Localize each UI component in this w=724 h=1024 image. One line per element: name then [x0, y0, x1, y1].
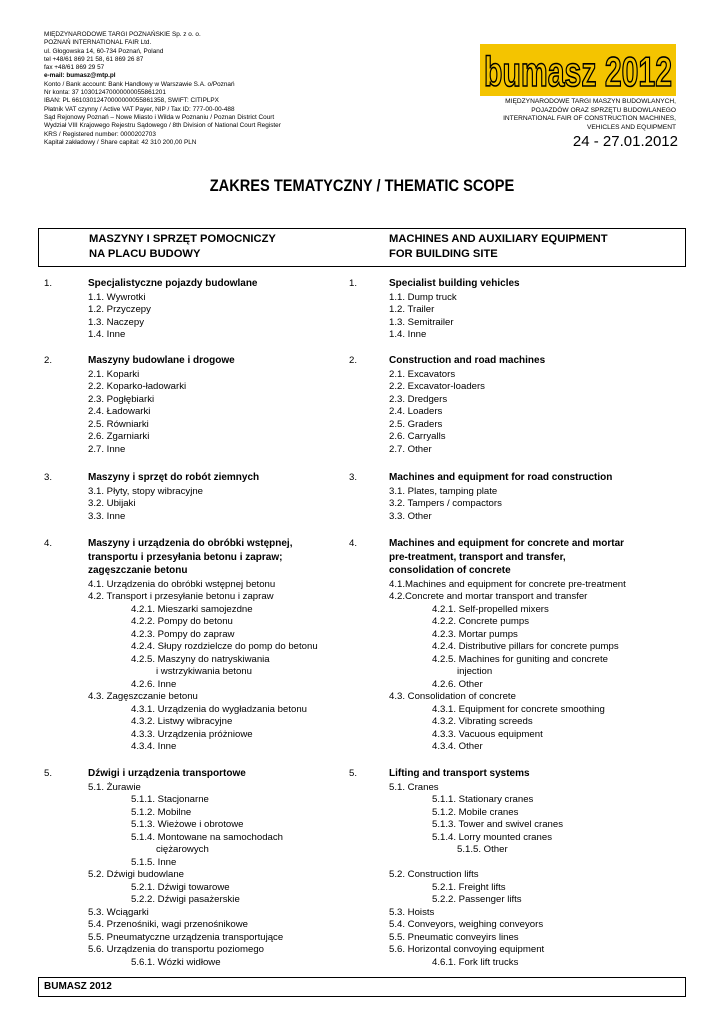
section-title-en: Specialist building vehicles — [389, 278, 520, 289]
item-en: 4.3.1. Equipment for concrete smoothing — [432, 703, 605, 715]
item-pl: 5.4. Przenośniki, wagi przenośnikowe — [88, 919, 248, 930]
section-title-pl: Maszyny i sprzęt do robót ziemnych — [88, 472, 260, 483]
item-en: 4.2.Concrete and mortar transport and transfer — [389, 591, 588, 602]
header-line: NA PLACU BUDOWY — [89, 247, 201, 260]
section-number-en: 3. — [349, 472, 358, 483]
item-en: 5.5. Pneumatic conveyirs lines — [389, 931, 519, 943]
section-number-pl: 3. — [44, 472, 53, 483]
item-en: 1.1. Dump truck — [389, 291, 457, 303]
item-en: 2.4. Loaders — [389, 406, 443, 417]
section-title-en: consolidation of concrete — [389, 565, 511, 576]
item-en: 5.2.2. Passenger lifts — [432, 894, 522, 905]
item-pl: 5.2. Dźwigi budowlane — [88, 869, 184, 880]
item-en: 3.3. Other — [389, 510, 432, 522]
column-header — [38, 228, 686, 267]
fair-line: VEHICLES AND EQUIPMENT — [586, 123, 676, 131]
item-en: 2.7. Other — [389, 443, 432, 455]
item-pl: 2.4. Ładowarki — [88, 406, 151, 417]
section-title-pl: transportu i przesyłania betonu i zapraw; — [88, 551, 283, 563]
section-number-pl: 5. — [44, 768, 53, 779]
item-pl: 4.2.3. Pompy do zapraw — [131, 628, 235, 640]
item-en: 4.2.5. Machines for guniting and concrete — [432, 653, 608, 665]
item-pl: 1.4. Inne — [88, 329, 126, 340]
item-pl: ciężarowych — [156, 844, 209, 855]
item-pl: 2.2. Koparko-ładowarki — [88, 381, 187, 392]
item-en: 4.2.1. Self-propelled mixers — [432, 603, 549, 615]
section-number-en: 1. — [349, 278, 358, 289]
item-en: 4.3.3. Vacuous equipment — [432, 728, 543, 740]
item-pl: 5.1.2. Mobilne — [131, 806, 192, 818]
item-en: 5.6. Horizontal convoying equipment — [389, 944, 545, 955]
header-line: MACHINES AND AUXILIARY EQUIPMENT — [389, 233, 608, 245]
item-en: 5.3. Hoists — [389, 906, 435, 918]
item-pl: 5.6. Urządzenia do transportu poziomego — [88, 944, 264, 955]
section-title-pl: Maszyny i urządzenia do obróbki wstępnej, — [88, 538, 293, 549]
item-pl: 4.2.2. Pompy do betonu — [131, 616, 233, 627]
item-pl: 2.1. Koparki — [88, 368, 140, 380]
item-pl: 4.2. Transport i przesyłanie betonu i zapraw — [88, 591, 274, 602]
item-pl: 5.1.5. Inne — [131, 856, 177, 868]
section-title-pl: Dźwigi i urządzenia transportowe — [88, 768, 246, 779]
section-number-pl: 2. — [44, 355, 53, 366]
item-en: 4.3.2. Vibrating screeds — [432, 716, 533, 727]
company-line: Konto / Bank account: Bank Handlowy w Warszawie S.A. o/Poznań — [44, 80, 235, 88]
section-number-en: 5. — [349, 768, 358, 779]
section-title-en: Machines and equipment for concrete and mortar — [389, 538, 625, 549]
item-pl: 4.2.5. Maszyny do natryskiwania — [131, 653, 270, 665]
item-en: 1.4. Inne — [389, 329, 427, 340]
item-en: 5.4. Conveyors, weighing conveyors — [389, 919, 544, 930]
item-pl: 3.3. Inne — [88, 510, 126, 522]
item-pl: 4.2.1. Mieszarki samojezdne — [131, 603, 253, 615]
item-en: 1.2. Trailer — [389, 304, 435, 315]
section-title-en: Lifting and transport systems — [389, 768, 530, 779]
item-pl: 1.2. Przyczepy — [88, 304, 151, 315]
item-en: 4.2.6. Other — [432, 678, 483, 690]
header-line: MASZYNY I SPRZĘT POMOCNICZY — [89, 233, 276, 245]
section-title-en: Machines and equipment for road construction — [389, 472, 613, 483]
item-pl: 5.5. Pneumatyczne urządzenia transportujące — [88, 931, 284, 943]
item-pl: 4.3.4. Inne — [131, 741, 177, 752]
item-en: 5.1.2. Mobile cranes — [432, 806, 519, 818]
fair-dates: 24 - 27.01.2012 — [572, 133, 678, 150]
item-en: 2.2. Excavator-loaders — [389, 381, 485, 392]
item-pl: 4.2.6. Inne — [131, 678, 177, 690]
item-pl: 5.3. Wciągarki — [88, 906, 149, 918]
company-line: IBAN: PL 66103012470000000055861358, SWIFT: CITIPLPX — [44, 97, 219, 105]
section-title-pl: zagęszczanie betonu — [88, 565, 188, 576]
item-pl: 2.6. Zgarniarki — [88, 431, 150, 442]
item-en: 1.3. Semitrailer — [389, 316, 454, 328]
company-line: Nr konta: 37 103012470000000055861201 — [44, 89, 166, 97]
item-pl: 4.2.4. Słupy rozdzielcze do pomp do betonu — [131, 641, 318, 652]
footer-label: BUMASZ 2012 — [44, 981, 112, 992]
item-en: 4.3.4. Other — [432, 741, 483, 752]
item-pl: 5.1.3. Wieżowe i obrotowe — [131, 819, 244, 830]
fair-line: MIĘDZYNARODOWE TARGI MASZYN BUDOWLANYCH, — [505, 98, 676, 105]
item-pl: 4.3.2. Listwy wibracyjne — [131, 716, 233, 727]
header-polish — [89, 232, 276, 261]
item-en: 2.3. Dredgers — [389, 393, 448, 405]
item-en: 5.1. Cranes — [389, 781, 439, 793]
item-pl: 4.3.1. Urządzenia do wygładzania betonu — [131, 703, 308, 715]
item-pl: 4.3. Zagęszczanie betonu — [88, 691, 198, 702]
item-en: injection — [457, 666, 493, 677]
section-number-pl: 1. — [44, 278, 53, 289]
footer — [38, 977, 686, 997]
item-en: 2.1. Excavators — [389, 368, 456, 380]
item-pl: 3.1. Płyty, stopy wibracyjne — [88, 485, 203, 497]
company-line: Wydział VIII Krajowego Rejestru Sądowego / 8th Division of National Court Register — [44, 122, 281, 130]
section-number-en: 2. — [349, 355, 358, 366]
item-en: 2.5. Graders — [389, 418, 443, 430]
item-en: 4.2.4. Distributive pillars for concrete pumps — [432, 641, 619, 652]
item-pl: 1.1. Wywrotki — [88, 291, 146, 303]
fair-line: POJAZDÓW ORAZ SPRZĘTU BUDOWLANEGO — [531, 106, 676, 114]
company-line: Płatnik VAT czynny / Active VAT Payer, NIP / Tax ID: 777-00-00-488 — [44, 105, 235, 113]
section-title-pl: Specjalistyczne pojazdy budowlane — [88, 278, 258, 289]
item-en: 5.2. Construction lifts — [389, 869, 479, 880]
item-en: 4.1.Machines and equipment for concrete pre-treatment — [389, 578, 626, 590]
item-pl: 5.1.1. Stacjonarne — [131, 794, 209, 805]
section-number-en: 4. — [349, 538, 358, 549]
item-en: 5.1.5. Other — [457, 844, 508, 855]
item-en: 4.2.2. Concrete pumps — [432, 616, 530, 627]
company-line: e-mail: bumasz@mtp.pl — [44, 72, 116, 80]
company-line: ul. Głogowska 14, 60-734 Poznań, Poland — [44, 47, 164, 55]
header-line: FOR BUILDING SITE — [389, 247, 498, 260]
item-en: 4.6.1. Fork lift trucks — [432, 956, 519, 968]
fair-line: INTERNATIONAL FAIR OF CONSTRUCTION MACHINES, — [503, 115, 676, 123]
item-pl: 5.1.4. Montowane na samochodach — [131, 831, 284, 843]
company-line: fax +48/61 869 29 57 — [44, 64, 105, 72]
item-pl: 5.6.1. Wózki widłowe — [131, 956, 221, 968]
item-pl: 2.5. Równiarki — [88, 418, 149, 430]
item-pl: 1.3. Naczepy — [88, 316, 144, 328]
item-en: 5.2.1. Freight lifts — [432, 881, 506, 893]
company-info — [44, 31, 281, 147]
page-title: ZAKRES TEMATYCZNY / THEMATIC SCOPE — [209, 176, 515, 195]
item-pl: 4.1. Urządzenia do obróbki wstępnej betonu — [88, 578, 276, 590]
fair-description — [503, 98, 676, 132]
header-english — [389, 232, 608, 261]
item-en: 5.1.4. Lorry mounted cranes — [432, 831, 552, 843]
company-line: Sąd Rejonowy Poznań – Nowe Miasto i Wilda w Poznaniu / Poznan District Court — [44, 113, 275, 121]
item-en: 5.1.3. Tower and swivel cranes — [432, 819, 564, 830]
item-pl: i wstrzykiwania betonu — [156, 666, 252, 677]
item-pl: 5.1. Żurawie — [88, 781, 141, 793]
item-en: 5.1.1. Stationary cranes — [432, 794, 534, 805]
svg-text:bumasz 2012: bumasz 2012 — [484, 48, 672, 95]
company-line: POZNAŃ INTERNATIONAL FAIR Ltd. — [44, 39, 152, 47]
section-title-en: Construction and road machines — [389, 355, 546, 366]
item-pl: 4.3.3. Urządzenia próżniowe — [131, 728, 253, 740]
company-line: MIĘDZYNARODOWE TARGI POZNAŃSKIE Sp. z o. o. — [44, 31, 201, 38]
section-title-pl: Maszyny budowlane i drogowe — [88, 355, 235, 366]
item-en: 4.3. Consolidation of concrete — [389, 691, 516, 702]
bumasz-logo — [480, 44, 676, 96]
item-en: 3.2. Tampers / compactors — [389, 498, 502, 509]
section-title-en: pre-treatment, transport and transfer, — [389, 551, 566, 563]
company-line: tel +48/61 869 21 58, 61 869 26 87 — [44, 55, 144, 63]
item-pl: 5.2.1. Dźwigi towarowe — [131, 881, 230, 893]
item-pl: 5.2.2. Dźwigi pasażerskie — [131, 894, 240, 905]
item-pl: 2.3. Pogłębiarki — [88, 393, 155, 405]
section-number-pl: 4. — [44, 538, 53, 549]
company-line: Kapitał zakładowy / Share capital: 42 310 200,00 PLN — [44, 138, 197, 146]
company-line: KRS / Registered number: 0000202703 — [44, 130, 156, 138]
item-en: 4.2.3. Mortar pumps — [432, 628, 518, 640]
item-en: 3.1. Plates, tamping plate — [389, 485, 498, 497]
item-pl: 3.2. Ubijaki — [88, 498, 136, 509]
item-en: 2.6. Carryalls — [389, 431, 446, 442]
item-pl: 2.7. Inne — [88, 443, 126, 455]
